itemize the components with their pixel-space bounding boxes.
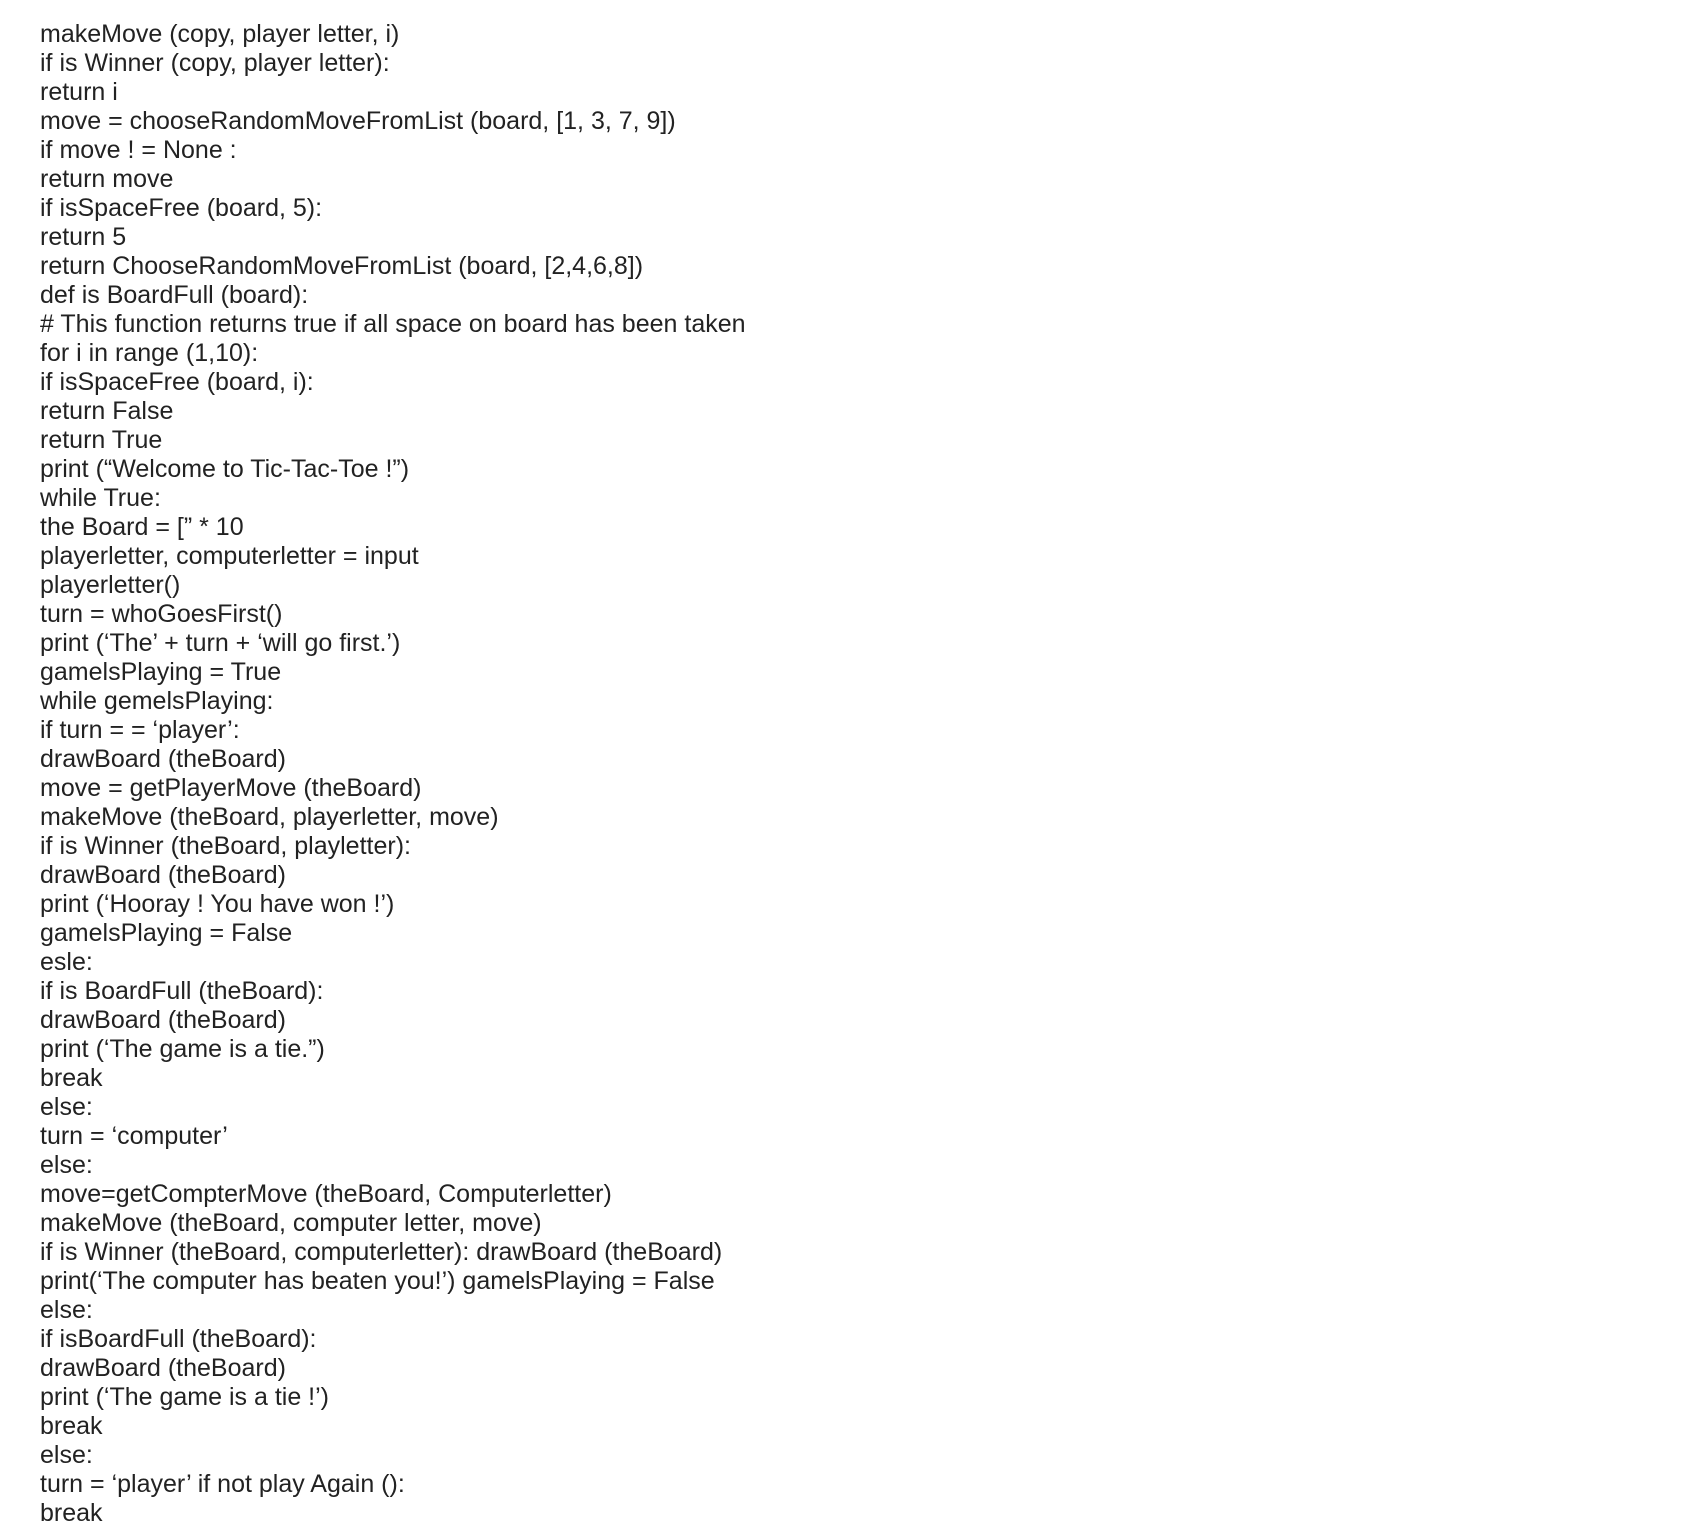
code-line: playerletter()	[40, 571, 181, 599]
code-line: else:	[40, 1441, 93, 1469]
code-line: print (‘The’ + turn + ‘will go first.’)	[40, 629, 401, 657]
code-line: if turn = = ‘player’:	[40, 716, 240, 744]
code-line: drawBoard (theBoard)	[40, 1354, 286, 1382]
code-line: makeMove (copy, player letter, i)	[40, 20, 400, 48]
code-line: else:	[40, 1296, 93, 1324]
code-line: if is Winner (copy, player letter):	[40, 49, 390, 77]
code-line: if is Winner (theBoard, playletter):	[40, 832, 411, 860]
code-line: print (‘The game is a tie !’)	[40, 1383, 329, 1411]
code-line: drawBoard (theBoard)	[40, 1006, 286, 1034]
code-line: return i	[40, 78, 118, 106]
code-line: turn = whoGoesFirst()	[40, 600, 283, 628]
code-line: break	[40, 1412, 103, 1440]
code-line: return move	[40, 165, 174, 193]
code-line: break	[40, 1064, 103, 1092]
code-line: esle:	[40, 948, 93, 976]
code-line: else:	[40, 1151, 93, 1179]
code-line: print (“Welcome to Tic-Tac-Toe !”)	[40, 455, 410, 483]
code-line: move = getPlayerMove (theBoard)	[40, 774, 422, 802]
code-line: move = chooseRandomMoveFromList (board, [1, 3, 7, 9])	[40, 107, 676, 135]
code-line: if isSpaceFree (board, i):	[40, 368, 314, 396]
code-line: while gemelsPlaying:	[40, 687, 274, 715]
code-line: turn = ‘computer’	[40, 1122, 228, 1150]
code-line: drawBoard (theBoard)	[40, 745, 286, 773]
code-line: gamelsPlaying = False	[40, 919, 293, 947]
code-line: print (‘The game is a tie.”)	[40, 1035, 325, 1063]
code-line: makeMove (theBoard, computer letter, move)	[40, 1209, 542, 1237]
code-line: print(‘The computer has beaten you!’) gamelsPlaying = False	[40, 1267, 715, 1295]
code-line: return 5	[40, 223, 127, 251]
code-line: if isSpaceFree (board, 5):	[40, 194, 323, 222]
code-line: else:	[40, 1093, 93, 1121]
code-line: drawBoard (theBoard)	[40, 861, 286, 889]
code-line: if isBoardFull (theBoard):	[40, 1325, 317, 1353]
code-line: def is BoardFull (board):	[40, 281, 309, 309]
code-line: if move ! = None :	[40, 136, 237, 164]
code-line: move=getCompterMove (theBoard, Computerletter)	[40, 1180, 612, 1208]
code-line: for i in range (1,10):	[40, 339, 259, 367]
code-line: return True	[40, 426, 163, 454]
code-line: turn = ‘player’ if not play Again ():	[40, 1470, 405, 1498]
code-line: return False	[40, 397, 174, 425]
code-listing	[40, 20, 1660, 1528]
code-line: playerletter, computerletter = input	[40, 542, 419, 570]
code-line: if is Winner (theBoard, computerletter): drawBoard (theBoard)	[40, 1238, 723, 1266]
code-line: # This function returns true if all space on board has been taken	[40, 310, 746, 338]
code-line: the Board = [” * 10	[40, 513, 244, 541]
code-line: break	[40, 1499, 103, 1527]
code-line: while True:	[40, 484, 161, 512]
code-line: gamelsPlaying = True	[40, 658, 282, 686]
code-line: print (‘Hooray ! You have won !’)	[40, 890, 395, 918]
code-line: makeMove (theBoard, playerletter, move)	[40, 803, 499, 831]
code-line: return ChooseRandomMoveFromList (board, [2,4,6,8])	[40, 252, 644, 280]
code-line: if is BoardFull (theBoard):	[40, 977, 324, 1005]
